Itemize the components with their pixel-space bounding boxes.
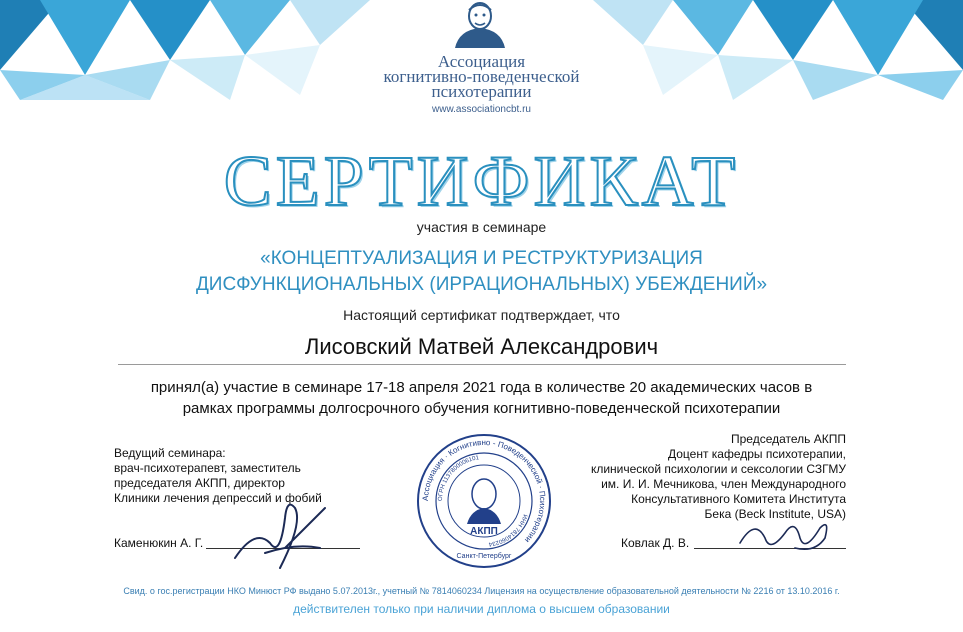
chair-line-1: Председатель АКПП xyxy=(730,432,846,446)
participation-line-1: принял(а) участие в семинаре 17-18 апреля 2021 года в количестве 20 академических часов в xyxy=(150,379,813,396)
organization-stamp xyxy=(415,432,553,570)
leader-line-1: Ведущий семинара: xyxy=(114,446,226,460)
leader-line-4: Клиники лечения депрессий и фобий xyxy=(114,491,322,505)
participation-text xyxy=(0,377,963,419)
chair-line-4: им. И. И. Мечникова, член Международного xyxy=(601,477,846,491)
founder-portrait-logo xyxy=(449,0,511,48)
association-website: www.associationcbt.ru xyxy=(432,104,531,115)
association-name-line-2: когнитивно-поведенческой xyxy=(383,67,580,86)
seminar-title-line-2: ДИСФУНКЦИОНАЛЬНЫХ (ИРРАЦИОНАЛЬНЫХ) УБЕЖДЕНИЙ» xyxy=(195,274,768,295)
confirmation-text: Настоящий сертификат подтверждает, что xyxy=(343,307,620,323)
association-name-line-1: Ассоциация xyxy=(437,52,526,71)
chair-signature xyxy=(735,508,835,558)
association-name-line-3: психотерапии xyxy=(431,82,532,101)
leader-signature xyxy=(225,488,335,578)
validity-note: действителен только при наличии диплома о высшем образовании xyxy=(293,602,670,616)
chair-line-5: Консультативного Комитета Института xyxy=(631,492,846,506)
certificate-subtitle: участия в семинаре xyxy=(416,219,547,235)
recipient-underline xyxy=(118,364,846,365)
registration-info: Свид. о гос.регистрации НКО Минюст РФ выдано 5.07.2013г., учетный № 7814060234 Лицензия на осуществление образовательной деятельности № 2216 от 13.10.2016 г. xyxy=(123,586,840,596)
leader-line-2: врач-психотерапевт, заместитель xyxy=(114,461,301,475)
chair-line-6: Бека (Beck Institute, USA) xyxy=(704,507,846,521)
recipient-name: Лисовский Матвей Александрович xyxy=(304,334,659,359)
participation-line-2: рамках программы долгосрочного обучения когнитивно-поведенческой психотерапии xyxy=(182,400,781,417)
seminar-title-line-1: «КОНЦЕПТУАЛИЗАЦИЯ И РЕСТРУКТУРИЗАЦИЯ xyxy=(260,248,703,269)
certificate-title: СЕРТИФИКАТ xyxy=(223,141,740,221)
stamp-inn: ИНН 7814060234 xyxy=(488,513,528,547)
stamp-organization-text: Ассоциация · Когнитивно - Поведенческой · Психотерапии xyxy=(420,437,548,545)
stamp-ogrn: ОГРН 1137800006101 xyxy=(437,455,480,502)
stamp-city: Санкт-Петербург xyxy=(456,553,512,560)
chair-signature-label: Ковлак Д. В. xyxy=(621,536,690,550)
association-name xyxy=(0,54,963,99)
chair-line-2: Доцент кафедры психотерапии, xyxy=(667,447,846,461)
leader-line-3: председателя АКПП, директор xyxy=(114,476,285,490)
seminar-title xyxy=(0,246,963,298)
stamp-abbreviation: АКПП xyxy=(470,526,498,537)
chair-line-3: клинической психологии и сексологии СЗГМУ xyxy=(590,462,846,476)
leader-signature-label: Каменюкин А. Г. xyxy=(114,536,204,550)
